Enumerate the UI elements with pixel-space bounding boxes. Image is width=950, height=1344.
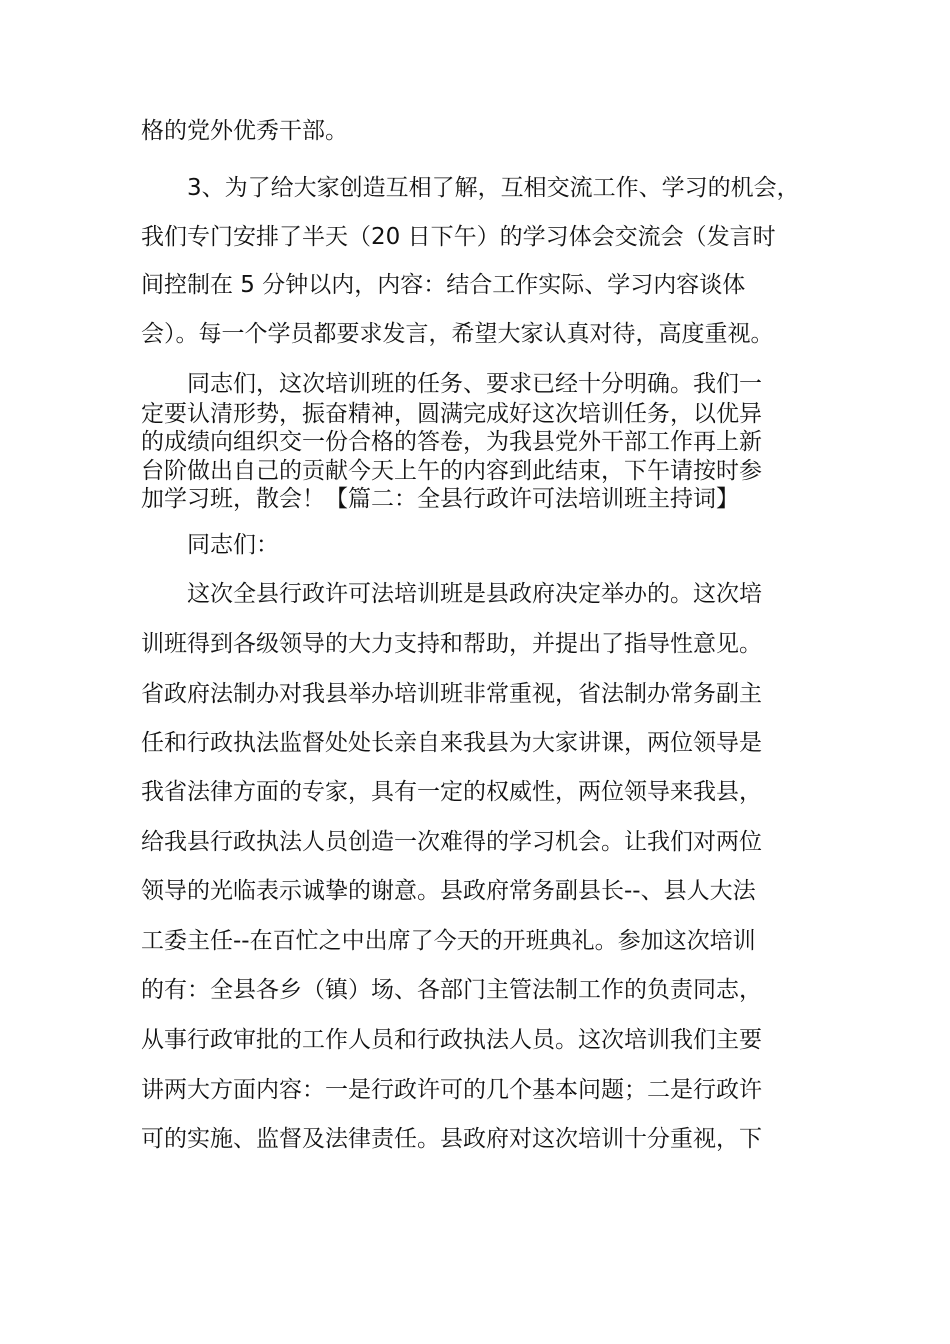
text-line: 加学习班，散会！【篇二：全县行政许可法培训班主持词】 <box>141 486 739 512</box>
text-line: 任和行政执法监督处处长亲自来我县为大家讲课，两位领导是 <box>141 730 762 756</box>
text-line: 的有：全县各乡（镇）场、各部门主管法制工作的负责同志， <box>141 977 762 1003</box>
text-line: 训班得到各级领导的大力支持和帮助，并提出了指导性意见。 <box>141 631 762 657</box>
text-line: 台阶做出自己的贡献今天上午的内容到此结束，下午请按时参 <box>141 458 762 484</box>
text-line: 3、为了给大家创造互相了解，互相交流工作、学习的机会， <box>187 175 800 201</box>
text-line: 领导的光临表示诚挚的谢意。县政府常务副县长--、县人大法 <box>141 878 756 904</box>
text-line: 定要认清形势，振奋精神，圆满完成好这次培训任务，以优异 <box>141 401 762 427</box>
text-line: 讲两大方面内容：一是行政许可的几个基本问题；二是行政许 <box>141 1077 762 1103</box>
text-line: 工委主任--在百忙之中出席了今天的开班典礼。参加这次培训 <box>141 928 756 954</box>
text-line: 给我县行政执法人员创造一次难得的学习机会。让我们对两位 <box>141 829 762 855</box>
text-line: 我省法律方面的专家，具有一定的权威性，两位领导来我县， <box>141 779 762 805</box>
text-line: 同志们： <box>187 532 279 558</box>
text-line: 间控制在 5 分钟以内，内容：结合工作实际、学习内容谈体 <box>141 272 746 298</box>
text-line: 省政府法制办对我县举办培训班非常重视，省法制办常务副主 <box>141 681 762 707</box>
text-line: 可的实施、监督及法律责任。县政府对这次培训十分重视，下 <box>141 1126 762 1152</box>
text-line: 这次全县行政许可法培训班是县政府决定举办的。这次培 <box>187 581 762 607</box>
text-line: 我们专门安排了半天（20 日下午）的学习体会交流会（发言时 <box>141 224 776 250</box>
text-line: 会）。每一个学员都要求发言，希望大家认真对待，高度重视。 <box>141 321 774 347</box>
text-line: 格的党外优秀干部。 <box>141 118 348 144</box>
text-line: 同志们，这次培训班的任务、要求已经十分明确。我们一 <box>187 371 762 397</box>
text-line: 从事行政审批的工作人员和行政执法人员。这次培训我们主要 <box>141 1027 762 1053</box>
text-line: 的成绩向组织交一份合格的答卷，为我县党外干部工作再上新 <box>141 429 762 455</box>
